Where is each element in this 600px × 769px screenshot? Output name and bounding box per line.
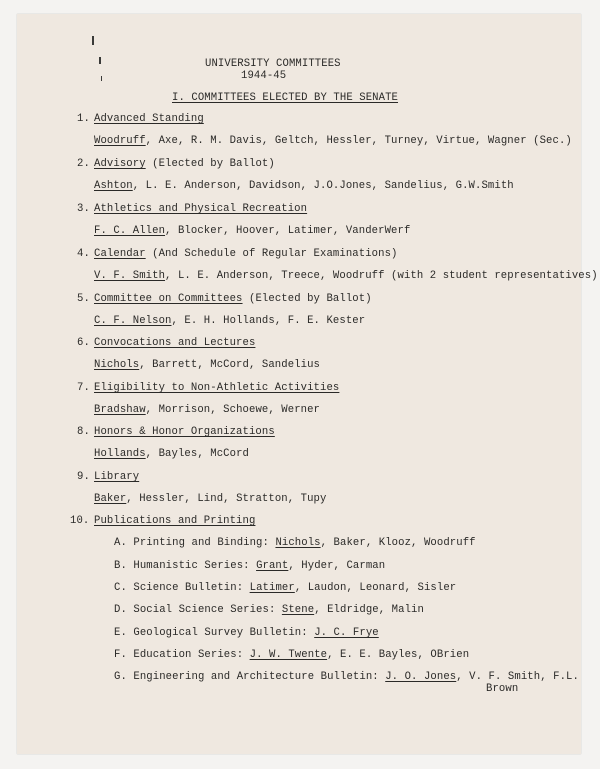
committee-chair: C. F. Nelson	[94, 315, 172, 327]
committee-members: , L. E. Anderson, Davidson, J.O.Jones, Sandelius, G.W.Smith	[132, 180, 514, 192]
committee-heading	[94, 337, 255, 349]
subcommittee-line	[114, 627, 379, 639]
committee-members: , L. E. Anderson, Treece, Woodruff (with 2 student representatives)	[165, 270, 598, 282]
subcommittee-line	[114, 537, 476, 549]
committee-chair: F. C. Allen	[94, 225, 166, 237]
committee-name: Eligibility to Non-Athletic Activities	[94, 382, 340, 394]
committee-chair: Ashton	[94, 180, 133, 192]
committee-members-line	[94, 135, 572, 147]
committee-chair: V. F. Smith	[94, 270, 166, 282]
committee-number: 8.	[77, 426, 90, 438]
committee-chair: Nichols	[94, 359, 140, 371]
committee-members: , Blocker, Hoover, Latimer, VanderWerf	[165, 225, 411, 237]
committee-name: Convocations and Lectures	[94, 337, 256, 349]
subcommittee-chair: J. W. Twente	[249, 649, 328, 661]
committee-members-line	[94, 493, 326, 505]
subcommittee-line	[114, 604, 424, 616]
document-year: 1944-45	[241, 70, 287, 82]
committee-members-line	[94, 180, 514, 192]
margin-mark	[92, 36, 94, 45]
subcommittee-members: , Hyder, Carman	[288, 560, 386, 572]
committee-members: , E. H. Hollands, F. E. Kester	[171, 315, 366, 327]
committee-heading	[94, 248, 398, 260]
committee-number: 2.	[77, 158, 90, 170]
committee-members-line	[94, 225, 410, 237]
committee-heading	[94, 113, 204, 125]
subcommittee-label: D. Social Science Series:	[114, 604, 282, 616]
committee-members: , Hessler, Lind, Stratton, Tupy	[126, 493, 327, 505]
committee-members: , Morrison, Schoewe, Werner	[145, 404, 321, 416]
committee-heading	[94, 158, 275, 170]
subcommittee-label: G. Engineering and Architecture Bulletin:	[114, 671, 386, 683]
committee-members-line	[94, 359, 320, 371]
committee-name: Athletics and Physical Recreation	[94, 203, 308, 215]
committee-name: Library	[94, 471, 140, 483]
committee-heading	[94, 382, 339, 394]
committee-name: Advisory	[94, 158, 146, 170]
committee-chair: Woodruff	[94, 135, 146, 147]
committee-members: , Axe, R. M. Davis, Geltch, Hessler, Turney, Virtue, Wagner (Sec.)	[145, 135, 572, 147]
subcommittee-members: , Baker, Klooz, Woodruff	[320, 537, 476, 549]
committee-members: , Barrett, McCord, Sandelius	[139, 359, 321, 371]
section-heading: I. COMMITTEES ELECTED BY THE SENATE	[172, 92, 399, 104]
committee-number: 7.	[77, 382, 90, 394]
committee-name: Publications and Printing	[94, 515, 256, 527]
subcommittee-members: , E. E. Bayles, OBrien	[327, 649, 470, 661]
subcommittee-chair: J. C. Frye	[314, 627, 379, 639]
subcommittee-chair: Latimer	[249, 582, 295, 594]
subcommittee-line	[114, 671, 579, 683]
committee-number: 3.	[77, 203, 90, 215]
subcommittee-line	[114, 649, 469, 661]
committee-name: Honors & Honor Organizations	[94, 426, 275, 438]
subcommittee-line	[114, 582, 456, 594]
committee-number: 9.	[77, 471, 90, 483]
subcommittee-members: , V. F. Smith, F.L.	[456, 671, 579, 683]
subcommittee-chair: Stene	[281, 604, 315, 616]
committee-heading	[94, 293, 372, 305]
subcommittee-label: E. Geological Survey Bulletin:	[114, 627, 315, 639]
document-page	[17, 14, 598, 754]
subcommittee-line	[114, 560, 385, 572]
committee-heading	[94, 203, 307, 215]
subcommittee-chair: J. O. Jones	[385, 671, 457, 683]
committee-name: Calendar	[94, 248, 146, 260]
subcommittee-continuation: Brown	[486, 683, 519, 695]
committee-members-line	[94, 315, 365, 327]
committee-number: 1.	[77, 113, 90, 125]
document-title: UNIVERSITY COMMITTEES	[205, 58, 341, 70]
committee-heading	[94, 426, 275, 438]
margin-mark	[99, 57, 101, 64]
subcommittee-members: , Laudon, Leonard, Sisler	[294, 582, 457, 594]
committee-chair: Bradshaw	[94, 404, 146, 416]
committee-chair: Hollands	[94, 448, 146, 460]
subcommittee-label: B. Humanistic Series:	[114, 560, 257, 572]
committee-heading	[94, 471, 139, 483]
margin-mark	[101, 76, 102, 81]
committee-members-line	[94, 270, 598, 282]
subcommittee-label: C. Science Bulletin:	[114, 582, 250, 594]
committee-number: 4.	[77, 248, 90, 260]
subcommittee-chair: Nichols	[275, 537, 321, 549]
committee-note: (And Schedule of Regular Examinations)	[145, 248, 398, 260]
committee-note: (Elected by Ballot)	[145, 158, 275, 170]
committee-number: 6.	[77, 337, 90, 349]
committee-number: 5.	[77, 293, 90, 305]
subcommittee-members: , Eldridge, Malin	[314, 604, 424, 616]
subcommittee-label: F. Education Series:	[114, 649, 250, 661]
committee-members-line	[94, 448, 249, 460]
subcommittee-chair: Grant	[256, 560, 289, 572]
subcommittee-label: A. Printing and Binding:	[114, 537, 276, 549]
committee-members-line	[94, 404, 320, 416]
committee-name: Committee on Committees	[94, 293, 243, 305]
committee-chair: Baker	[94, 493, 127, 505]
committee-note: (Elected by Ballot)	[242, 293, 372, 305]
committee-members: , Bayles, McCord	[145, 448, 249, 460]
committee-name: Advanced Standing	[94, 113, 204, 125]
committee-number: 10.	[70, 515, 90, 527]
